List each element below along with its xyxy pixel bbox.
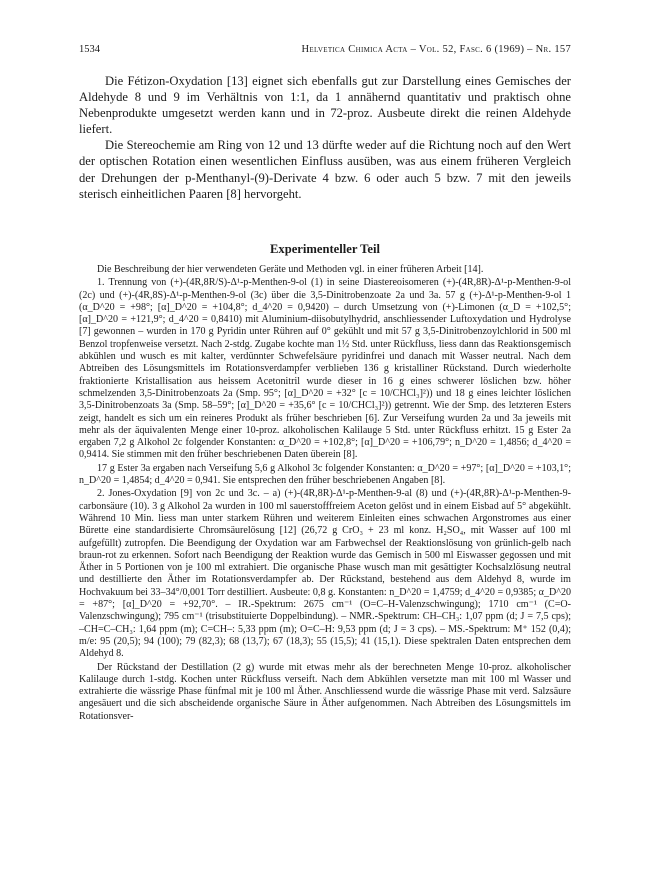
intro-text: [79, 73, 571, 202]
procedure-1: 1. Trennung von (+)-(4R,8R/S)-Δ¹-p-Menthen-9-ol (1) in seine Diastereoisomeren (+)-(4R,8R)-Δ¹-p-Menthen-9-ol (2c) und (+)-(4R,8S)-Δ¹-p-Menthen-9-ol (3c) über die 3,5-Dinitrobenzoate 2a und 3a. 57 g (+)-Δ¹-p-Menthen-9-ol 1 (α_D^20 = +98°; [α]_D^20 = +104,8°; d_4^20 = 0,9420) – durch Umsetzung von (+)-Limonen (α_D = +102,5°; [α]_D^20 = +121,9°; d_4^20 = 0,8410) mit Aluminium-diisobutylhydrid, anschliessender Luftoxydation und Hydrolyse [7] gewonnen – wurden in 170 g Pyridin unter Rühren auf 0° gekühlt und mit 57 g 3,5-Dinitrobenzoylchlorid in 500 ml Benzol tropfenweise versetzt. Nach 2-stdg. Zugabe kochte man 1½ Std. unter Rückfluss, liess dann das Reaktionsgemisch abkühlen und wusch es mit kalter, verdünnter Schwefelsäure pyridinfrei und danach mit Wasser neutral. Nach dem Abtreiben des Lösungsmittels im Rotationsverdampfer verblieben 136 g kristalliner Rückstand. Durch wiederholte fraktionierte Kristallisation aus heissem Acetonitril wurde dieser in 16 g eines schwerer löslichen bzw. höher schmelzenden 3,5-Dinitrobenzoats 2a (Smp. 95°; [α]_D^20 = +32° [c = 10/CHCl₃]²)) und 18 g eines leichter löslichen 3,5-Dinitrobenzoats 3a (Smp. 58–59°; [α]_D^20 = +35,6° [c = 10/CHCl₃]²)) getrennt. Wie der Smp. des letzteren Esters zeigt, handelt es sich um ein reineres Produkt als früher beschrieben [6]. Zur Verseifung wurden 2a und 3a jeweils mit mehr als der äquivalenten Menge einer 10-proz. alkoholischen Kalilauge 5 Std. unter Rückfluss erhitzt. 15 g Ester 2a ergaben 7,2 g Alkohol 2c folgender Konstanten: α_D^20 = +102,8°; [α]_D^20 = +106,79°; n_D^20 = 1,4856; d_4^20 = 0,9414. Sie stimmen mit den früher beschriebenen Daten überein [8].: [79, 277, 571, 461]
methods-note: Die Beschreibung der hier verwendeten Geräte und Methoden vgl. in einer früheren Arbeit [14].: [97, 264, 484, 275]
procedure-2-continued: Der Rückstand der Destillation (2 g) wurde mit etwas mehr als der berechneten Menge 10-proz. alkoholischer Kalilauge durch 1-stdg. Kochen unter Rückfluss verseift. Nach dem Abkühlen versetzte man mit 100 ml Wasser und extrahierte die wässrige Phase fünfmal mit je 100 ml Äther. Anschliessend wurde die wässrige Phase mit verd. Salzsäure angesäuert und die sich abscheidende organische Säure in Äther aufgenommen. Nach Abtreiben des Lösungsmittels im Rotationsver-: [79, 661, 571, 722]
intro-paragraph: Die Stereochemie am Ring von 12 und 13 dürfte weder auf die Richtung noch auf den Wert der optischen Rotation einen wesentlichen Einfluss ausüben, was aus einem früheren Vergleich der Drehungen der p-Menthanyl-(9)-Derivate 4 bzw. 6 oder auch 5 bzw. 7 mit den jeweils sterisch einheitlichen Paaren [8] hervorgeht.: [79, 138, 571, 201]
journal-citation: Helvetica Chimica Acta – Vol. 52, Fasc. 6 (1969) – Nr. 157: [301, 44, 571, 55]
procedure-1-continued: 17 g Ester 3a ergaben nach Verseifung 5,6 g Alkohol 3c folgender Konstanten: α_D^20 = +97°; [α]_D^20 = +103,1°; n_D^20 = 1,4854; d_4^20 = 0,941. Sie entsprechen den früher beschriebenen Angaben [8].: [79, 462, 571, 487]
running-head: [79, 44, 571, 58]
section-heading: Experimenteller Teil: [270, 242, 380, 256]
procedure-2: 2. Jones-Oxydation [9] von 2c und 3c. – a) (+)-(4R,8R)-Δ¹-p-Menthen-9-al (8) und (+)-(4R,8R)-Δ¹-p-Menthen-9-carbonsäure (10). 3 g Alkohol 2a wurden in 100 ml sauerstofffreiem Aceton gelöst und in einem Eisbad auf 5° abgekühlt. Während 10 Min. liess man unter starkem Rühren und weiterem Einleiten eines schwachen Argonstromes aus einer Bürette eine standardisierte Chromsäurelösung [12] (26,72 g CrO₃ + 23 ml konz. H₂SO₄, mit Wasser auf 100 ml aufgefüllt) zutropfen. Die Beendigung der Oxydation war am Farbwechsel der Reaktionslösung von grünlich-gelb nach braun-rot zu erkennen. Sofort nach Beendigung der Reaktion wurde das Gemisch in 500 ml Eiswasser gegossen und mit Äther in 5 Portionen von je 100 ml extrahiert. Die organische Phase wusch man mit gesättigter Kochsalzlösung neutral und destillierte den Äther im Rotationsverdampfer ab. Der Rückstand, bestehend aus dem Aldehyd 8, wurde im Hochvakuum bei 33–34°/0,001 Torr destilliert. Ausbeute: 0,8 g. Konstanten: n_D^20 = 1,4759; d_4^20 = 0,9385; α_D^20 = +87°; [α]_D^20 = +92,70°. – IR.-Spektrum: 2675 cm⁻¹ (O=C–H-Valenzschwingung); 1710 cm⁻¹ (C=O-Valenzschwingung); 795 cm⁻¹ (trisubstituierte Doppelbindung). – NMR.-Spektrum: CH–CH₃: 1,07 ppm (d; J = 7,5 cps); –CH=C–CH₃: 1,64 ppm (m); C=CH–: 5,33 ppm (m); O=C–H: 9,53 ppm (d; J = 3 cps). – MS.-Spektrum: M⁺ 152 (0,4); m/e: 95 (20,5); 94 (100); 79 (82,3); 68 (13,7); 67 (18,3); 55 (15,5); 41 (15,1). Diese spektralen Daten entsprechen dem Aldehyd 8.: [79, 488, 571, 660]
intro-paragraph: Die Fétizon-Oxydation [13] eignet sich ebenfalls gut zur Darstellung eines Gemisches der Aldehyde 8 und 9 im Verhältnis von 1:1, da 1 annähernd quantitativ und praktisch ohne Nebenprodukte umgesetzt werden kann und in 72-proz. Ausbeute direkt die reinen Aldehyde liefert.: [79, 74, 571, 137]
page-number: 1534: [79, 44, 100, 55]
experimental-section: [79, 264, 571, 723]
